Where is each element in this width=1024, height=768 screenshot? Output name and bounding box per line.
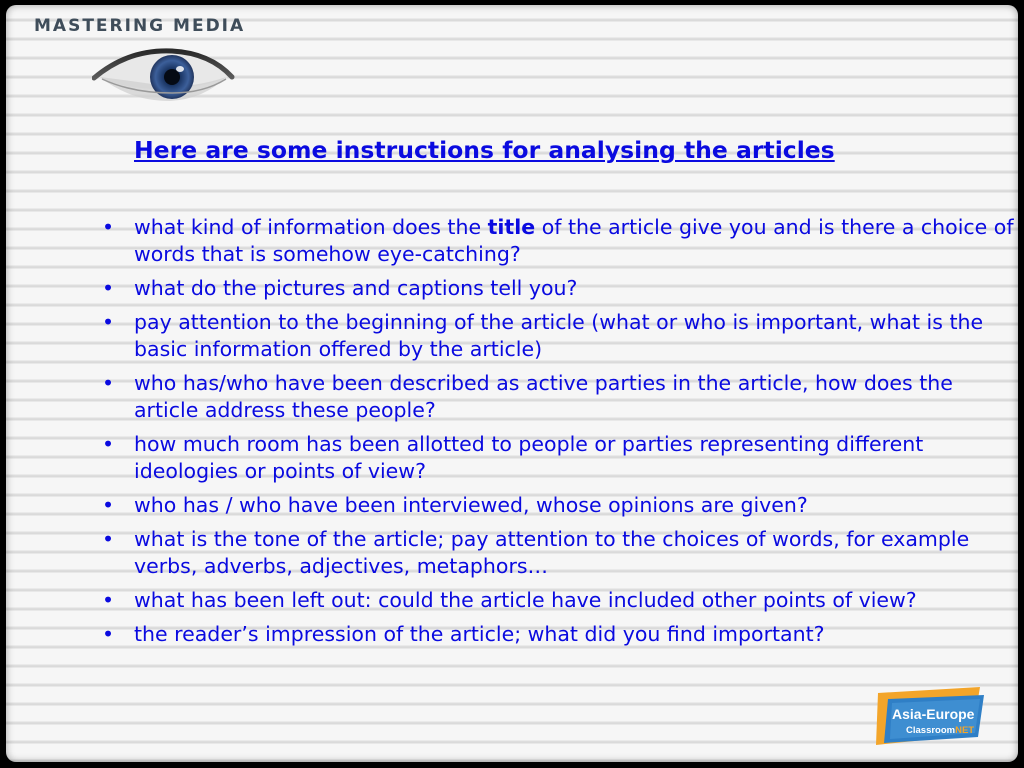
logo-line-2: Classroom — [906, 725, 956, 736]
page-title: Here are some instructions for analysing the articles — [134, 136, 835, 164]
brand-wordmark: MASTERING MEDIA — [34, 16, 246, 36]
slide — [6, 5, 1018, 762]
list-item: • the reader’s impression of the article; what did you find important? — [98, 621, 1016, 648]
logo-line-1: Asia-Europe — [892, 706, 975, 722]
logo-line-2-net: NET — [955, 725, 975, 736]
asia-europe-classroomnet-logo — [868, 685, 988, 749]
eye-icon — [92, 47, 242, 111]
list-item: • pay attention to the beginning of the article (what or who is important, what is the basic information offered by the article) — [98, 309, 1016, 363]
list-item: • how much room has been allotted to people or parties representing different ideologies or points of view? — [98, 431, 1016, 485]
list-item: • what has been left out: could the article have included other points of view? — [98, 587, 1016, 614]
list-item: • who has / who have been interviewed, whose opinions are given? — [98, 492, 1016, 519]
list-item: • who has/who have been described as active parties in the article, how does the article address these people? — [98, 370, 1016, 424]
instruction-list — [98, 214, 1016, 655]
list-item: • what is the tone of the article; pay attention to the choices of words, for example verbs, adverbs, adjectives, metaphors… — [98, 526, 1016, 580]
svg-text:ClassroomNET — [906, 725, 974, 736]
list-item: • what kind of information does the title of the article give you and is there a choice of words that is somehow eye-catching? — [98, 214, 1016, 268]
list-item: • what do the pictures and captions tell you? — [98, 275, 1016, 302]
